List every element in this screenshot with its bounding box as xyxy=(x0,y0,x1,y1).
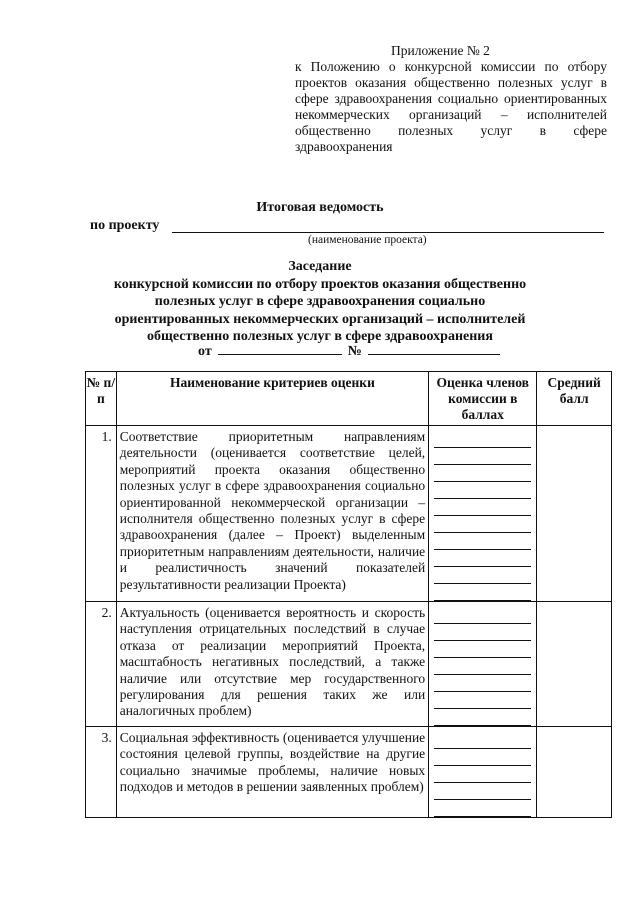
meeting-block xyxy=(100,258,540,346)
row-num: 3. xyxy=(86,727,117,818)
table-row xyxy=(86,426,612,602)
score-cell[interactable] xyxy=(429,426,537,602)
number-field[interactable] xyxy=(368,342,500,355)
row-num: 2. xyxy=(86,602,117,727)
criteria-table xyxy=(85,371,612,818)
average-cell[interactable] xyxy=(537,727,612,818)
number-label: № xyxy=(347,344,362,359)
project-hint: (наименование проекта) xyxy=(308,234,427,246)
document-title: Итоговая ведомость xyxy=(256,200,384,215)
row-criterion: Социальная эффективность (оценивается улучшение состояния целевой группы, воздействие на другие социально значимые проблемы, наличие новых подходов и методов в решении заявленных проблем) xyxy=(116,727,428,818)
average-cell[interactable] xyxy=(537,426,612,602)
score-line[interactable] xyxy=(434,675,531,692)
from-label: от xyxy=(198,344,212,359)
score-line[interactable] xyxy=(434,624,531,641)
score-line[interactable] xyxy=(434,607,531,624)
annex-text: к Положению о конкурсной комиссии по отбору проектов оказания общественно полезных услуг в сфере здравоохранения социально ориентированных некоммерческих организаций – исполнителей общественно полезных услуг в сфере здравоохранения xyxy=(295,59,607,154)
score-line[interactable] xyxy=(434,431,531,448)
score-line[interactable] xyxy=(434,658,531,675)
score-cell[interactable] xyxy=(429,727,537,818)
table-row xyxy=(86,602,612,727)
header-num: № п/п xyxy=(86,372,117,426)
header-scores: Оценка членов комиссии в баллах xyxy=(429,372,537,426)
score-line[interactable] xyxy=(434,709,531,726)
project-name-field[interactable] xyxy=(172,232,604,233)
average-cell[interactable] xyxy=(537,602,612,727)
header-average: Средний балл xyxy=(537,372,612,426)
score-line[interactable] xyxy=(434,749,531,766)
table-header-row xyxy=(86,372,612,426)
score-line[interactable] xyxy=(434,732,531,749)
score-line[interactable] xyxy=(434,692,531,709)
row-num: 1. xyxy=(86,426,117,602)
date-row xyxy=(198,342,500,360)
annex-title: Приложение № 2 xyxy=(391,43,490,58)
score-line[interactable] xyxy=(434,766,531,783)
score-line[interactable] xyxy=(434,465,531,482)
annex-block xyxy=(295,43,607,155)
score-cell[interactable] xyxy=(429,602,537,727)
score-line[interactable] xyxy=(434,516,531,533)
score-line[interactable] xyxy=(434,533,531,550)
score-line[interactable] xyxy=(434,550,531,567)
score-line[interactable] xyxy=(434,499,531,516)
score-line[interactable] xyxy=(434,448,531,465)
project-label: по проекту xyxy=(90,218,160,233)
header-criteria: Наименование критериев оценки xyxy=(116,372,428,426)
score-line[interactable] xyxy=(434,641,531,658)
score-line[interactable] xyxy=(434,584,531,601)
table-row xyxy=(86,727,612,818)
score-line[interactable] xyxy=(434,482,531,499)
meeting-text: конкурсной комиссии по отбору проектов оказания общественно полезных услуг в сфере здравоохранения социально ориентированных некоммерческих организаций – исполнителей общественно полезных услуг в сфере здравоохранения xyxy=(113,276,527,344)
score-line[interactable] xyxy=(434,783,531,800)
meeting-heading: Заседание xyxy=(288,259,352,274)
date-field[interactable] xyxy=(218,342,342,355)
score-line[interactable] xyxy=(434,800,531,817)
row-criterion: Актуальность (оценивается вероятность и скорость наступления отрицательных последствий в случае отказа от реализации мероприятий Проекта, масштабность негативных последствий, а также наличие или отсутствие мер государственного регулирования для решения таких же или аналогичных проблем) xyxy=(116,602,428,727)
row-criterion: Соответствие приоритетным направлениям деятельности (оценивается соответствие целей, мероприятий проекта оказания общественно полезных услуг в сфере здравоохранения социально ориентированной некоммерческой организации – исполнителя общественно полезных услуг в сфере здравоохранения (далее – Проект) выделенным приоритетным направлениям деятельности, наличие и реалистичность значений показателей результативности реализации Проекта) xyxy=(116,426,428,602)
score-line[interactable] xyxy=(434,567,531,584)
